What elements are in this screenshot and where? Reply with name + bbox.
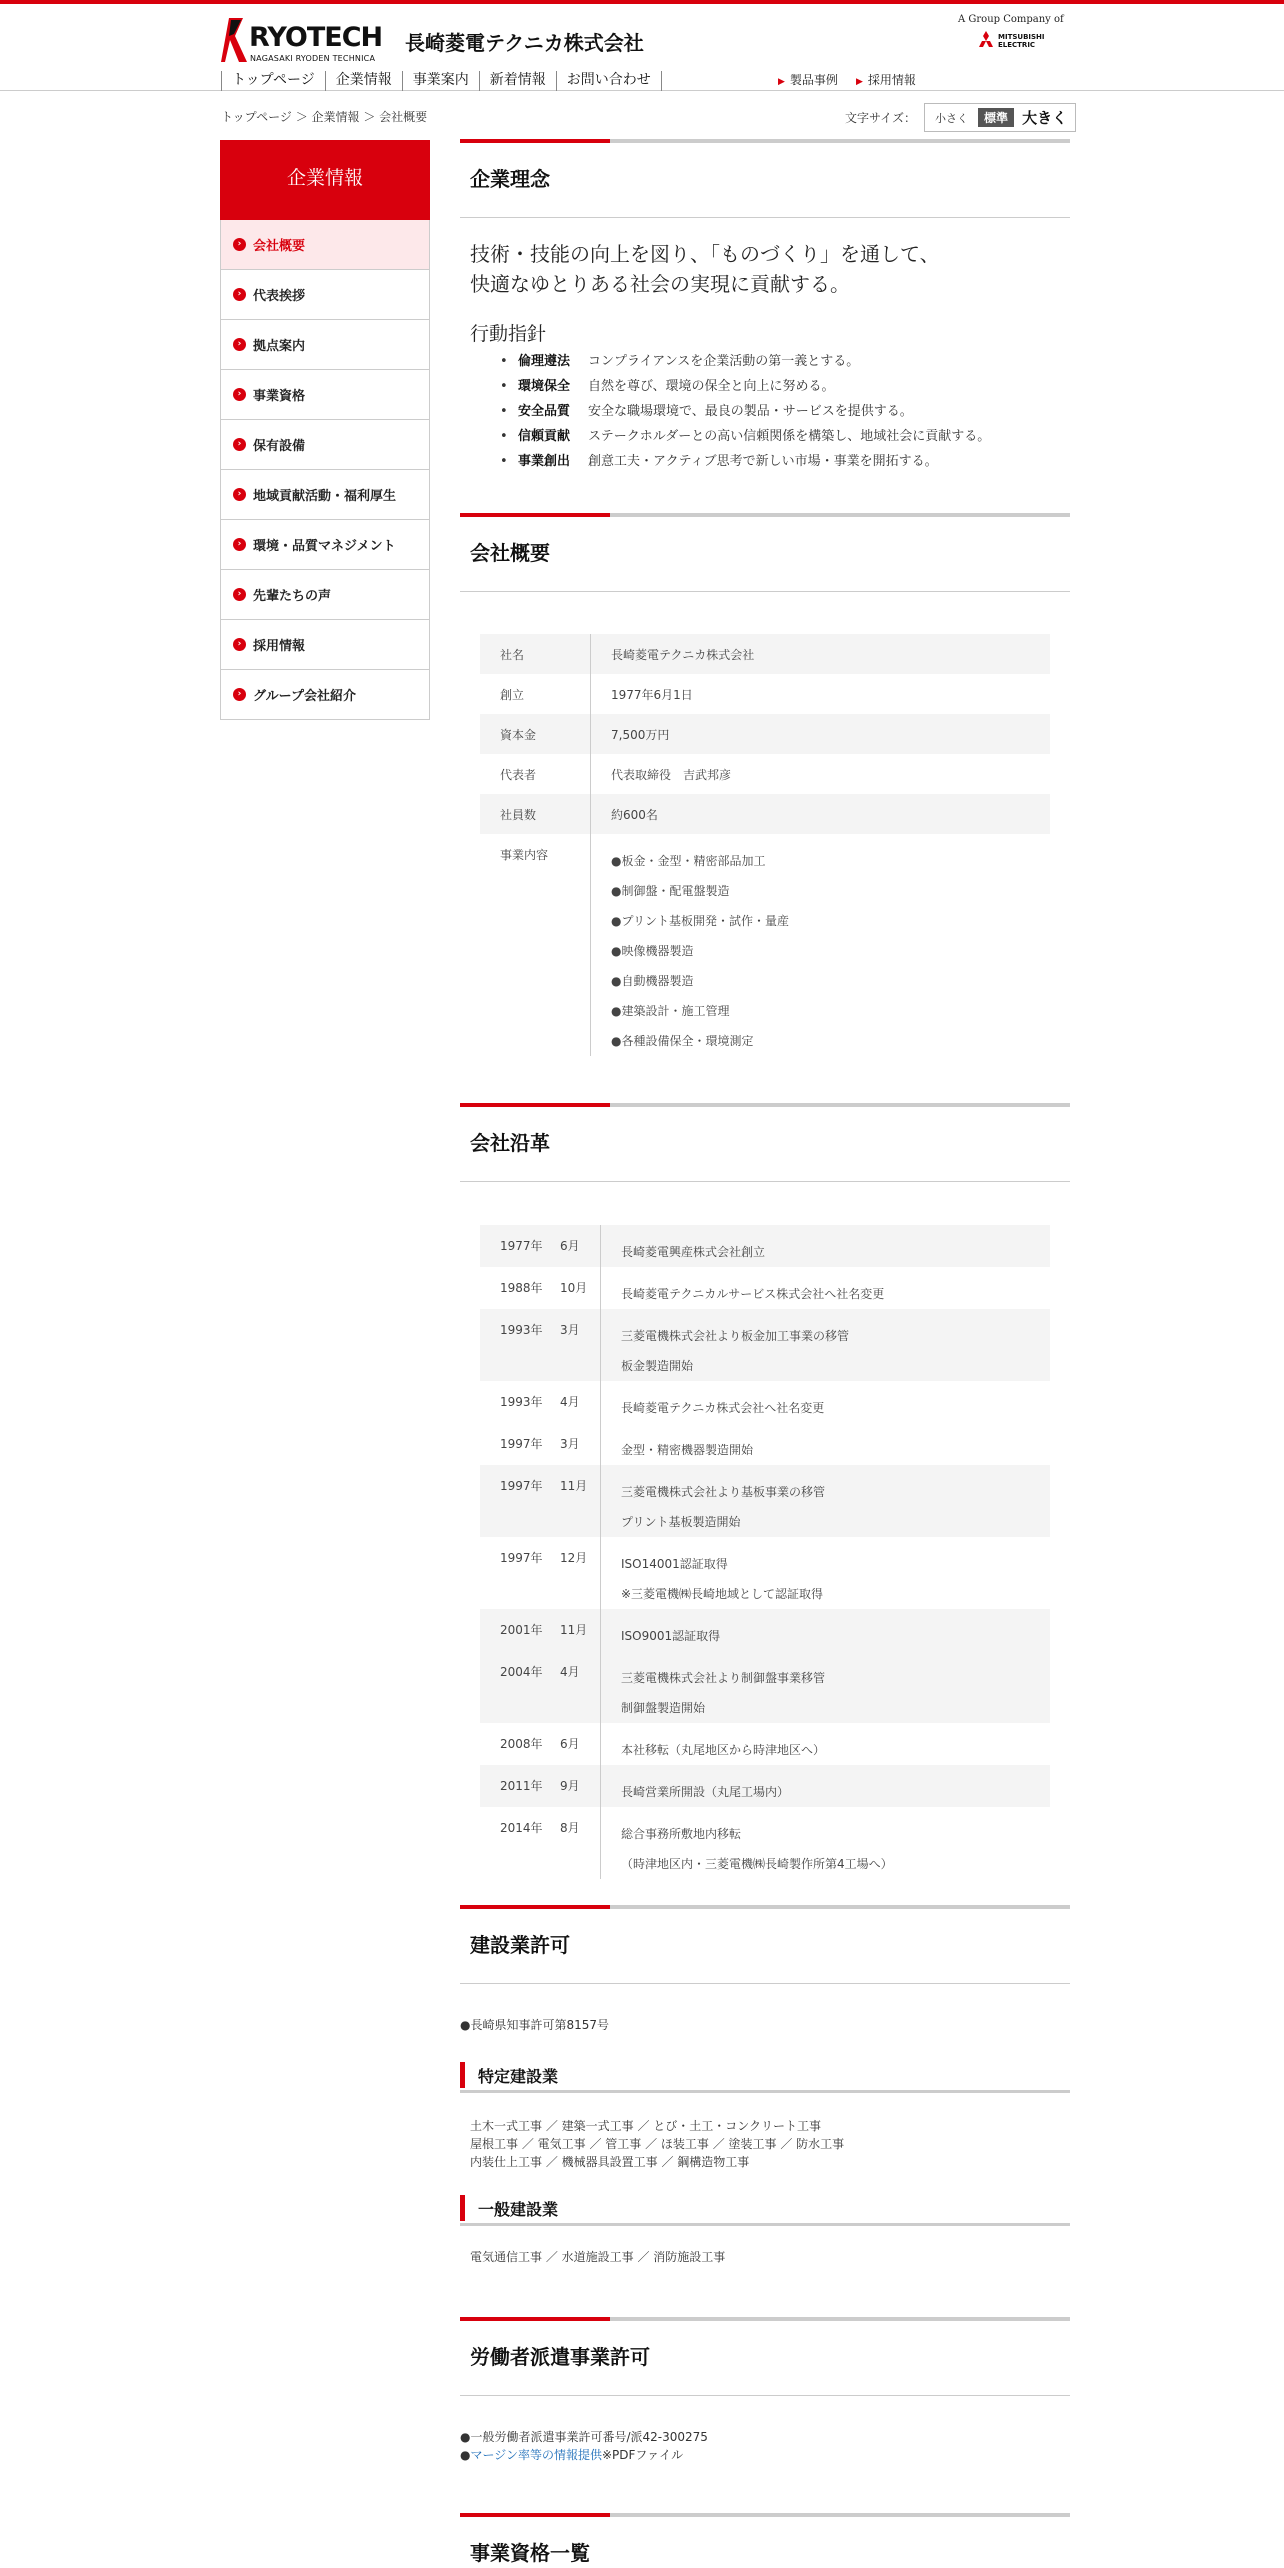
sidebar-title[interactable]: 企業情報 (220, 140, 430, 220)
guideline-text: コンプライアンスを企業活動の第一義とする。 (588, 354, 860, 369)
history-month: 11月 (560, 1465, 601, 1537)
sidebar-item-label: 保有設備 (253, 439, 306, 454)
section-divider (460, 2317, 1070, 2321)
history-event-line: 三菱電機株式会社より板金加工事業の移管 (621, 1329, 850, 1343)
list-item: ●建築設計・施工管理 (611, 1004, 730, 1018)
logo-subtext: NAGASAKI RYODEN TECHNICA (250, 54, 376, 63)
subnav-recruit-label: 採用情報 (867, 73, 916, 87)
philosophy-line: 技術・技能の向上を図り、「ものづくり」を通して、 (470, 242, 940, 266)
history-event-line: （時津地区内・三菱電機㈱長崎製作所第4工場へ） (621, 1857, 893, 1871)
dispatch-info (460, 2428, 708, 2464)
history-event-line: 長崎菱電テクニカ株式会社へ社名変更 (621, 1401, 825, 1415)
section-divider (460, 513, 1070, 517)
table-key: 創立 (480, 674, 591, 714)
history-event (601, 1465, 1051, 1537)
sidebar-item-group[interactable] (220, 670, 430, 720)
list-item: ●板金・金型・精密部品加工 (611, 854, 766, 868)
mitsubishi-diamonds-icon (976, 30, 996, 50)
sidebar-item-greeting[interactable] (220, 270, 430, 320)
history-month: 8月 (560, 1807, 601, 1879)
arrow-circle-icon: › (233, 538, 246, 551)
history-event-line: 三菱電機株式会社より基板事業の移管 (621, 1485, 826, 1499)
list-item: • 事業創出 創意工夫・アクティブ思考で新しい市場・事業を開拓する。 (500, 449, 990, 474)
work-line: 屋根工事 ／ 電気工事 ／ 管工事 ／ ほ装工事 ／ 塗装工事 ／ 防水工事 (470, 2137, 845, 2151)
table-key: 資本金 (480, 714, 591, 754)
history-year: 1993年 (480, 1309, 560, 1381)
font-size-label: 文字サイズ： (845, 111, 917, 125)
table-row (480, 634, 1050, 674)
work-line: 土木一式工事 ／ 建築一式工事 ／ とび・土工・コンクリート工事 (470, 2119, 822, 2133)
table-row (480, 674, 1050, 714)
history-event-line: 長崎菱電テクニカルサービス株式会社へ社名変更 (621, 1287, 885, 1301)
history-month: 3月 (560, 1309, 601, 1381)
history-event (601, 1609, 1051, 1651)
action-guidelines-list (500, 349, 990, 474)
sidebar-item-voices[interactable] (220, 570, 430, 620)
list-item: ●各種設備保全・環境測定 (611, 1034, 754, 1048)
sidebar-item-recruit[interactable] (220, 620, 430, 670)
sidebar-item-label: グループ会社紹介 (253, 689, 356, 704)
font-size-switcher (845, 103, 1076, 132)
section-title: 労働者派遣事業許可 (470, 2345, 650, 2369)
history-event-line: 長崎営業所開設（丸尾工場内） (621, 1785, 790, 1799)
overview-table (480, 634, 1050, 1056)
history-month: 4月 (560, 1381, 601, 1423)
table-key: 代表者 (480, 754, 591, 794)
table-key: 社員数 (480, 794, 591, 834)
history-event (601, 1765, 1051, 1807)
triangle-right-icon: ▶ (855, 77, 863, 87)
table-value: 約600名 (591, 794, 1051, 834)
history-event-line: 金型・精密機器製造開始 (621, 1443, 754, 1457)
triangle-right-icon: ▶ (778, 77, 785, 87)
history-year: 1993年 (500, 1395, 543, 1409)
section-title: 企業理念 (470, 167, 550, 191)
mitsubishi-logo[interactable] (976, 30, 1045, 50)
subsection-special (460, 2062, 1070, 2093)
list-item: • 安全品質 安全な職場環境で、最良の製品・サービスを提供する。 (500, 399, 990, 424)
section-dispatch (460, 2317, 1070, 2507)
history-year: 1988年 (500, 1281, 543, 1295)
section-title: 会社沿革 (470, 1131, 550, 1155)
table-row (480, 1309, 1050, 1381)
sidebar-item-label: 拠点案内 (253, 339, 306, 354)
table-row (480, 1651, 1050, 1723)
special-work-list (470, 2117, 844, 2171)
subnav-products[interactable] (778, 71, 838, 91)
history-event-line: ISO14001認証取得 (621, 1557, 728, 1571)
action-guidelines-title: 行動指針 (470, 323, 547, 345)
section-title-rule (460, 1181, 1070, 1182)
dispatch-license: ●一般労働者派遣事業許可番号/派42-300275 (460, 2430, 708, 2444)
guideline-key: 安全品質 (518, 404, 571, 419)
section-philosophy (460, 139, 1070, 509)
philosophy-line: 快適なゆとりある社会の実現に貢献する。 (470, 272, 850, 296)
table-row (480, 1723, 1050, 1765)
table-row (480, 1423, 1050, 1465)
pdf-note: ※PDFファイル (601, 2448, 684, 2462)
list-item: • 倫理遵法 コンプライアンスを企業活動の第一義とする。 (500, 349, 990, 374)
sidebar-item-label: 採用情報 (253, 639, 306, 654)
table-value: 代表取締役 吉武邦彦 (611, 768, 732, 782)
history-event-line: 制御盤製造開始 (621, 1701, 706, 1715)
company-name: 長崎菱電テクニカ株式会社 (405, 31, 644, 55)
section-title: 建設業許可 (470, 1933, 570, 1957)
sidebar-item-label: 事業資格 (253, 389, 306, 404)
history-event (601, 1723, 1051, 1765)
general-work-list (470, 2248, 725, 2266)
guideline-key: 環境保全 (518, 379, 571, 394)
section-title-rule (460, 2395, 1070, 2396)
section-divider (460, 1103, 1070, 1107)
sidebar-item-equipment[interactable] (220, 420, 430, 470)
table-value: 長崎菱電テクニカ株式会社 (591, 634, 1051, 674)
gnav-contact[interactable]: お問い合わせ (556, 71, 662, 91)
mitsubishi-logo-text: MITSUBISHI ELECTRIC (998, 33, 1045, 49)
history-month: 10月 (560, 1267, 601, 1309)
history-year: 1997年 (500, 1551, 543, 1565)
sidebar-item-label: 代表挨拶 (253, 289, 306, 304)
sidebar-item-qualifications[interactable] (220, 370, 430, 420)
subsection-title: 一般建設業 (478, 2200, 559, 2219)
guideline-key: 事業創出 (518, 454, 571, 469)
table-row (480, 834, 1050, 1056)
margin-info-link[interactable]: マージン率等の情報提供 (470, 2448, 602, 2462)
sidebar-item-overview[interactable] (220, 220, 430, 270)
table-key: 事業内容 (480, 834, 591, 1056)
group-company-text: A Group Company of (958, 14, 1064, 25)
ryotech-logo[interactable] (221, 14, 391, 62)
site-header (0, 4, 1284, 91)
history-event (601, 1651, 1051, 1723)
guideline-text: 創意工夫・アクティブ思考で新しい市場・事業を開拓する。 (588, 454, 938, 469)
history-event (601, 1807, 1051, 1879)
arrow-circle-icon: › (233, 588, 246, 601)
table-row (480, 1225, 1050, 1267)
table-key: 社名 (480, 634, 591, 674)
history-event (601, 1423, 1051, 1465)
arrow-circle-icon: › (233, 438, 246, 451)
work-line: 内装仕上工事 ／ 機械器具設置工事 ／ 鋼構造物工事 (470, 2155, 750, 2169)
table-row (480, 794, 1050, 834)
history-event-line: 三菱電機株式会社より制御盤事業移管 (621, 1671, 826, 1685)
history-event-line: ※三菱電機㈱長崎地域として認証取得 (621, 1587, 824, 1601)
section-overview (460, 513, 1070, 1053)
sidebar-item-label: 環境・品質マネジメント (253, 539, 396, 554)
sidebar-item-community[interactable] (220, 470, 430, 520)
section-qualifications (460, 2513, 1070, 2568)
history-month: 4月 (560, 1651, 601, 1723)
table-row (480, 754, 1050, 794)
history-event-line: 本社移転（丸尾地区から時津地区へ） (621, 1743, 826, 1757)
section-divider (460, 139, 1070, 143)
table-row (480, 1537, 1050, 1609)
list-item: ●自動機器製造 (611, 974, 694, 988)
history-month: 6月 (560, 1723, 601, 1765)
table-row (480, 1465, 1050, 1537)
list-item: ●制御盤・配電盤製造 (611, 884, 730, 898)
section-title-rule (460, 1983, 1070, 1984)
table-row (480, 1765, 1050, 1807)
table-row (480, 1381, 1050, 1423)
history-table (480, 1225, 1050, 1879)
arrow-circle-icon: › (233, 388, 246, 401)
list-item: ●プリント基板開発・試作・量産 (611, 914, 789, 928)
breadcrumb[interactable]: トップページ ＞ 企業情報 ＞ 会社概要 (221, 110, 428, 124)
history-event (601, 1225, 1051, 1267)
arrow-circle-icon: › (233, 688, 246, 701)
section-title-rule (460, 217, 1070, 218)
history-year: 1997年 (500, 1437, 543, 1451)
sidebar-item-label: 地域貢献活動・福利厚生 (253, 489, 397, 504)
dispatch-link-row (460, 2446, 708, 2464)
history-event-line: 板金製造開始 (621, 1359, 694, 1373)
history-year: 2011年 (480, 1765, 560, 1807)
list-item: • 信頼貢献 ステークホルダーとの高い信頼関係を構築し、地域社会に貢献する。 (500, 424, 990, 449)
business-list (591, 834, 1051, 1056)
history-year: 2014年 (500, 1821, 543, 1835)
guideline-key: 信頼貢献 (518, 429, 571, 444)
arrow-circle-icon: › (233, 488, 246, 501)
dispatch-link-bullet: ● (460, 2448, 471, 2462)
history-month: 11月 (560, 1609, 601, 1651)
guideline-text: 安全な職場環境で、最良の製品・サービスを提供する。 (588, 404, 913, 419)
font-size-options (924, 103, 1076, 132)
history-year: 1997年 (480, 1465, 560, 1537)
section-title-rule (460, 591, 1070, 592)
subnav-recruit[interactable] (856, 71, 916, 91)
sidebar-item-label: 会社概要 (253, 239, 306, 254)
history-event (601, 1381, 1051, 1423)
table-value: 1977年6月1日 (611, 688, 693, 702)
section-title: 事業資格一覧 (470, 2541, 590, 2565)
table-row (480, 1609, 1050, 1651)
font-size-small-button[interactable]: 小さく (935, 111, 969, 125)
gnav-news[interactable]: 新着情報 (479, 71, 556, 91)
section-divider (460, 1905, 1070, 1909)
guideline-text: ステークホルダーとの高い信頼関係を構築し、地域社会に貢献する。 (588, 429, 991, 444)
subnav-products-label: 製品事例 (789, 73, 838, 87)
history-year: 2008年 (500, 1737, 543, 1751)
history-month: 9月 (560, 1765, 601, 1807)
global-nav (221, 71, 662, 91)
font-size-large-button[interactable]: 大きく (1022, 109, 1068, 127)
guideline-key: 倫理遵法 (518, 354, 571, 369)
sub-nav (778, 71, 916, 91)
history-event-line: 長崎菱電興産株式会社創立 (621, 1245, 766, 1259)
history-event (601, 1537, 1051, 1609)
arrow-circle-icon: › (233, 638, 246, 651)
table-value: 7,500万円 (591, 714, 1051, 754)
arrow-circle-icon: › (233, 288, 246, 301)
history-event-line: ISO9001認証取得 (621, 1629, 721, 1643)
logo-wordmark: RYOTECH (249, 22, 383, 53)
arrow-circle-icon: › (233, 338, 246, 351)
gnav-top[interactable]: トップページ (221, 71, 325, 91)
guideline-text: 自然を尊び、環境の保全と向上に努める。 (588, 379, 835, 394)
history-month: 6月 (560, 1225, 601, 1267)
section-divider (460, 2513, 1070, 2517)
history-event-line: 総合事務所敷地内移転 (621, 1827, 742, 1841)
history-event-line: プリント基板製造開始 (621, 1515, 741, 1529)
philosophy-statement (470, 239, 940, 299)
table-row (480, 1807, 1050, 1879)
arrow-circle-icon: › (233, 238, 246, 251)
sidebar-item-label: 先輩たちの声 (253, 589, 332, 604)
history-year: 2001年 (480, 1609, 560, 1651)
table-row (480, 1267, 1050, 1309)
font-size-standard-button[interactable]: 標準 (978, 108, 1014, 127)
sidebar-item-management[interactable] (220, 520, 430, 570)
subsection-title: 特定建設業 (478, 2067, 559, 2086)
history-year: 1977年 (480, 1225, 560, 1267)
sidebar-item-locations[interactable] (220, 320, 430, 370)
history-event (601, 1309, 1051, 1381)
work-line: 電気通信工事 ／ 水道施設工事 ／ 消防施設工事 (470, 2250, 726, 2264)
gnav-company[interactable]: 企業情報 (325, 71, 402, 91)
history-month: 3月 (560, 1423, 601, 1465)
list-item: ●映像機器製造 (611, 944, 694, 958)
history-month: 12月 (560, 1537, 601, 1609)
ryotech-logo-mark-icon (221, 14, 251, 64)
section-construction (460, 1905, 1070, 2305)
section-title: 会社概要 (470, 541, 550, 565)
subsection-general (460, 2195, 1070, 2226)
table-row (480, 714, 1050, 754)
gnav-business[interactable]: 事業案内 (402, 71, 479, 91)
list-item: • 環境保全 自然を尊び、環境の保全と向上に努める。 (500, 374, 990, 399)
history-event (601, 1267, 1051, 1309)
section-history (460, 1103, 1070, 1871)
history-year: 2004年 (480, 1651, 560, 1723)
construction-license: ●長崎県知事許可第8157号 (460, 2018, 610, 2032)
sidebar-nav (220, 140, 430, 720)
